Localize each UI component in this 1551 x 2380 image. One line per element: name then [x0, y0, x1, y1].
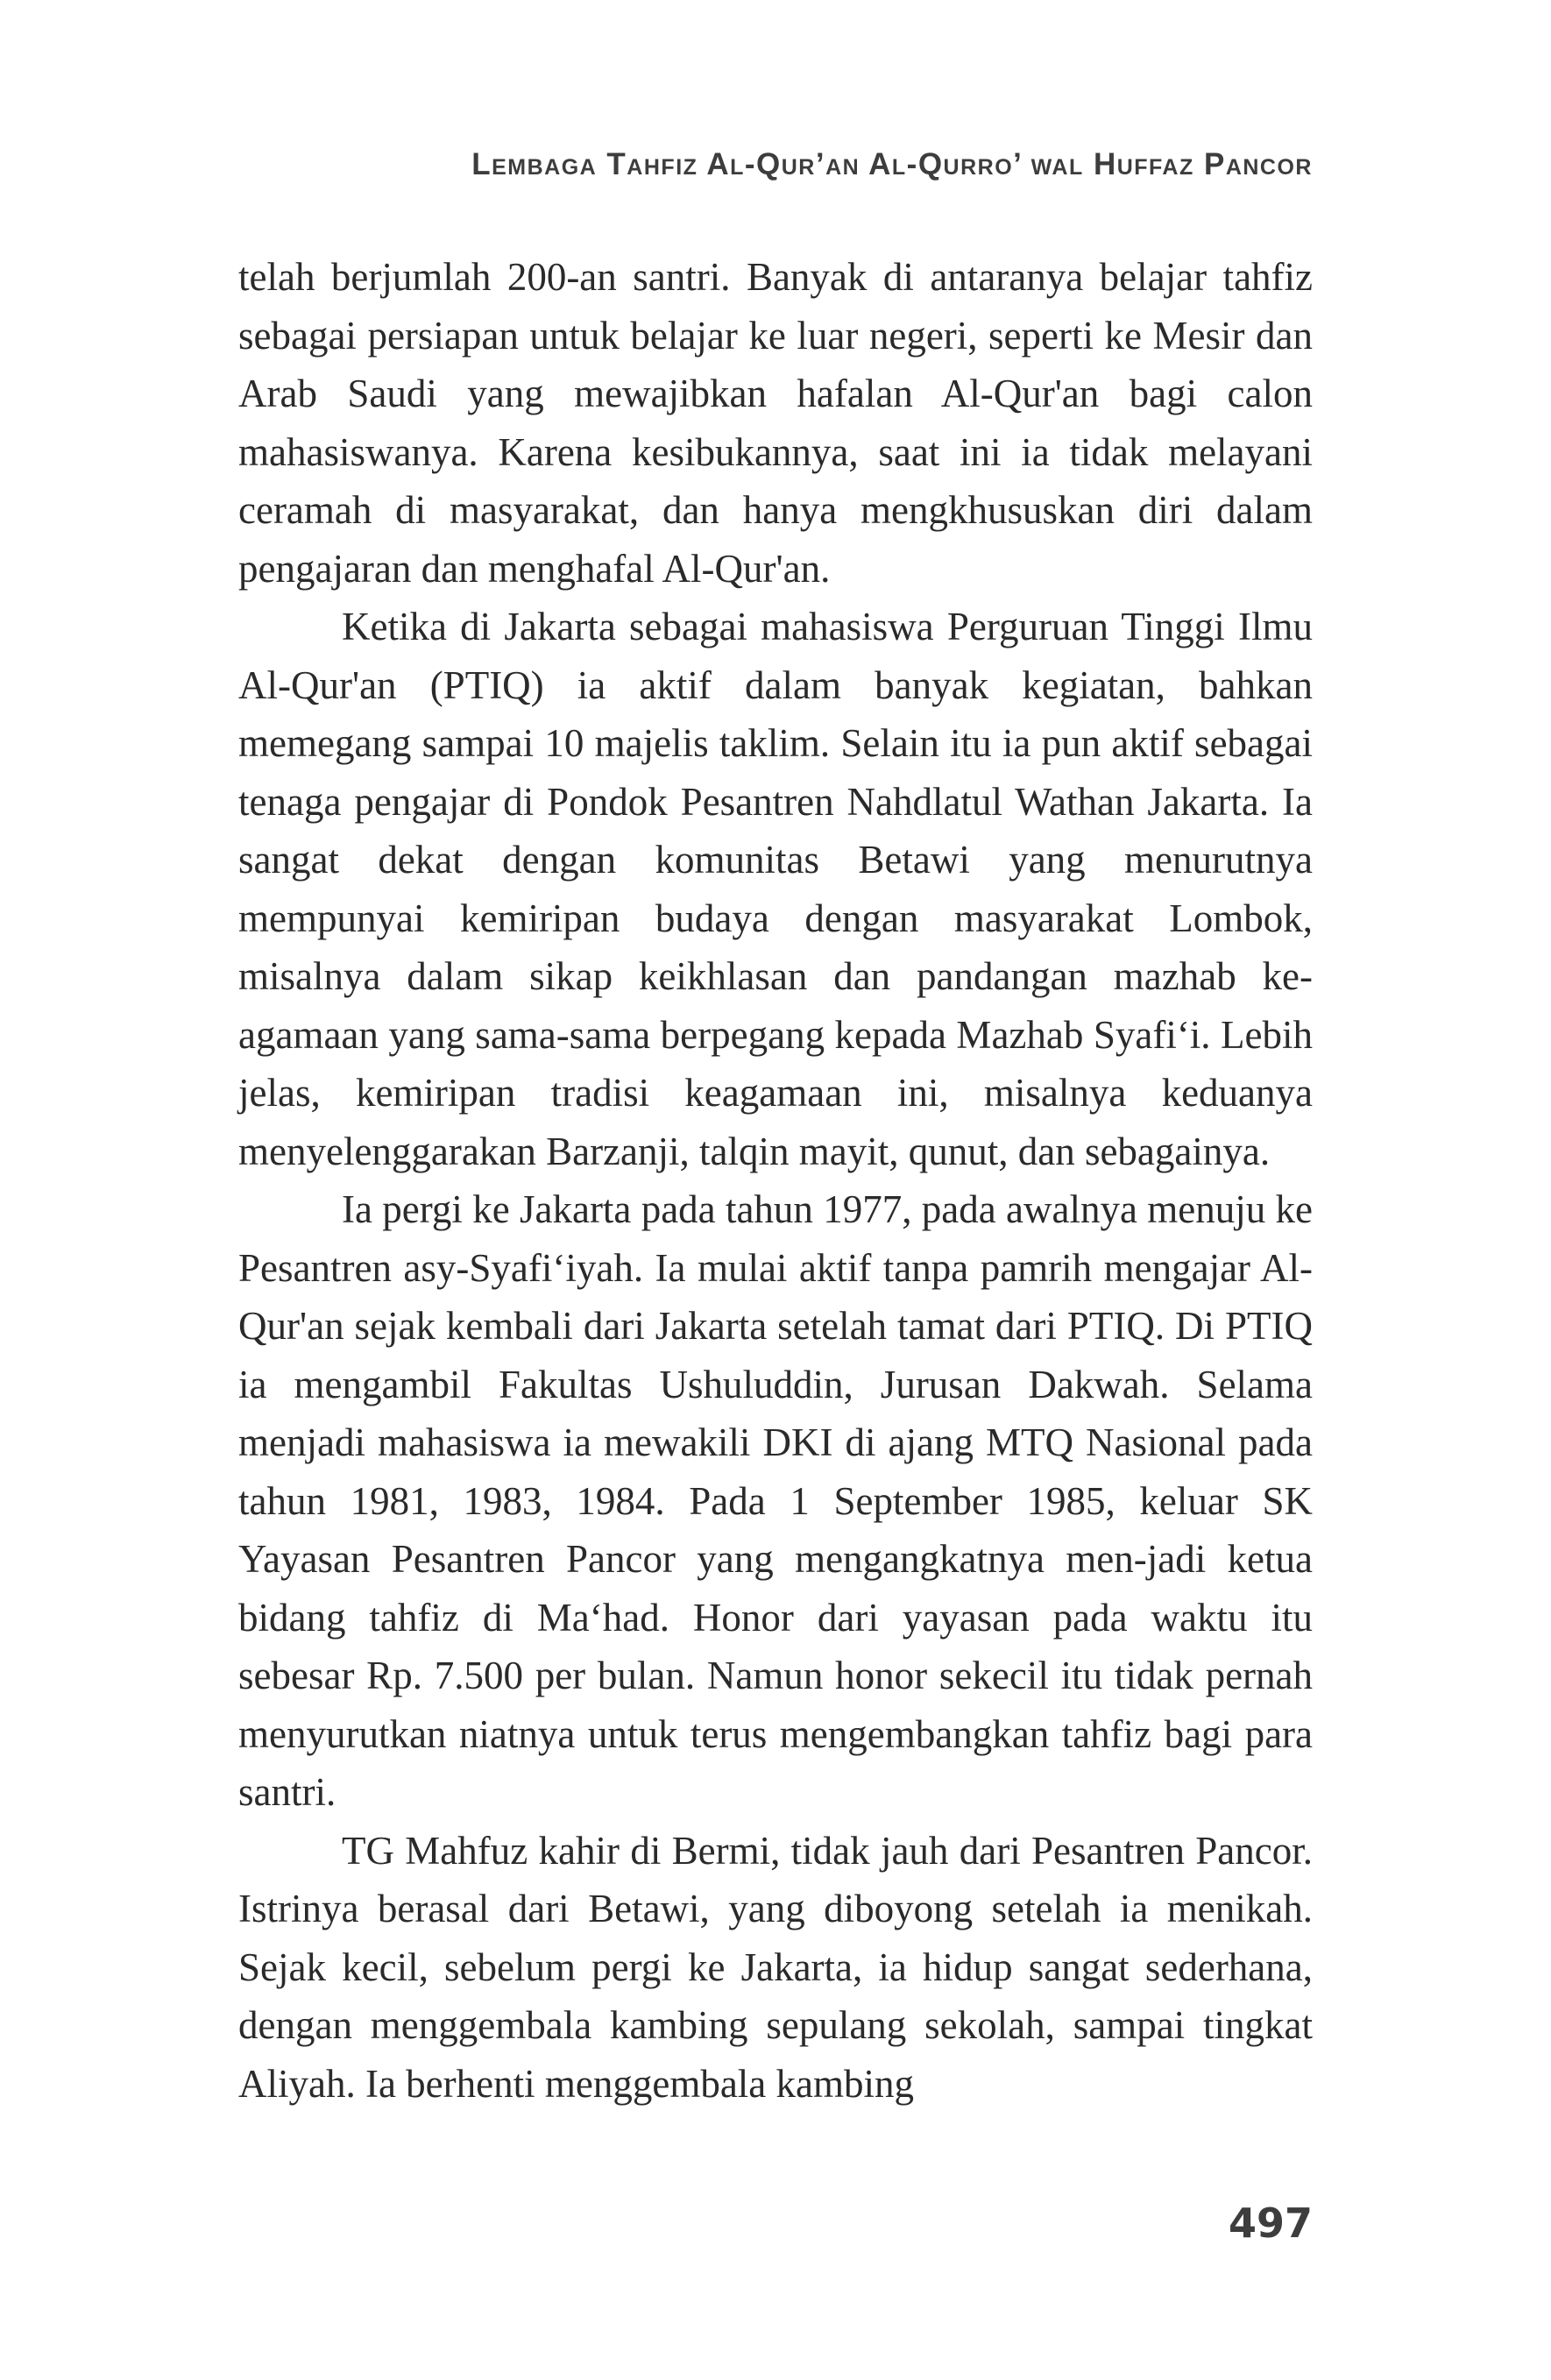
body-text	[238, 248, 1313, 2113]
paragraph-tg-mahfuz-biography: TG Mahfuz kahir di Bermi, tidak jauh dari Pesantren Pancor. Istrinya berasal dari Betawi, yang diboyong setelah ia menikah. Sejak kecil, sebelum pergi ke Jakarta, ia hidup sangat sederhana, dengan menggembala kambing sepulang sekolah, sampai tingkat Aliyah. Ia berhenti menggembala kambing	[238, 1828, 1313, 2106]
paragraph-jakarta-ptiq: Ketika di Jakarta sebagai mahasiswa Perguruan Tinggi Ilmu Al-Qur'an (PTIQ) ia aktif dalam banyak kegiatan, bahkan memegang sampai 10 majelis taklim. Selain itu ia pun aktif sebagai tenaga pengajar di Pondok Pesantren Nahdlatul Wathan Jakarta. Ia sangat dekat dengan komunitas Betawi yang menurutnya mempunyai kemiripan budaya dengan masyarakat Lombok, misalnya dalam sikap keikhlasan dan pandangan mazhab ke-agamaan yang sama-sama berpegang kepada Mazhab Syafi‘i. Lebih jelas, kemiripan tradisi keagamaan ini, misalnya keduanya menyelenggarakan Barzanji, talqin mayit, qunut, dan sebagainya.	[238, 605, 1313, 1173]
running-header: Lembaga Tahfiz Al-Qur’an Al-Qurro’ wal Huffaz Pancor	[471, 147, 1313, 181]
paragraph-continued: telah berjumlah 200-an santri. Banyak di antaranya belajar tahfiz sebagai persiapan untuk belajar ke luar negeri, seperti ke Mesir dan Arab Saudi yang mewajibkan hafalan Al-Qur'an bagi calon mahasiswanya. Karena kesibukannya, saat ini ia tidak melayani ceramah di masyarakat, dan hanya mengkhususkan diri dalam pengajaran dan menghafal Al-Qur'an.	[238, 255, 1313, 591]
page-number: 497	[1228, 2199, 1313, 2247]
paragraph-move-to-jakarta: Ia pergi ke Jakarta pada tahun 1977, pada awalnya menuju ke Pesantren asy-Syafi‘iyah. Ia mulai aktif tanpa pamrih mengajar Al-Qur'an sejak kembali dari Jakarta setelah tamat dari PTIQ. Di PTIQ ia mengambil Fakultas Ushuluddin, Jurusan Dakwah. Selama menjadi mahasiswa ia mewakili DKI di ajang MTQ Nasional pada tahun 1981, 1983, 1984. Pada 1 September 1985, keluar SK Yayasan Pesantren Pancor yang mengangkatnya men-jadi ketua bidang tahfiz di Ma‘had. Honor dari yayasan pada waktu itu sebesar Rp. 7.500 per bulan. Namun honor sekecil itu tidak pernah menyurutkan niatnya untuk terus mengembangkan tahfiz bagi para santri.	[238, 1187, 1313, 1814]
